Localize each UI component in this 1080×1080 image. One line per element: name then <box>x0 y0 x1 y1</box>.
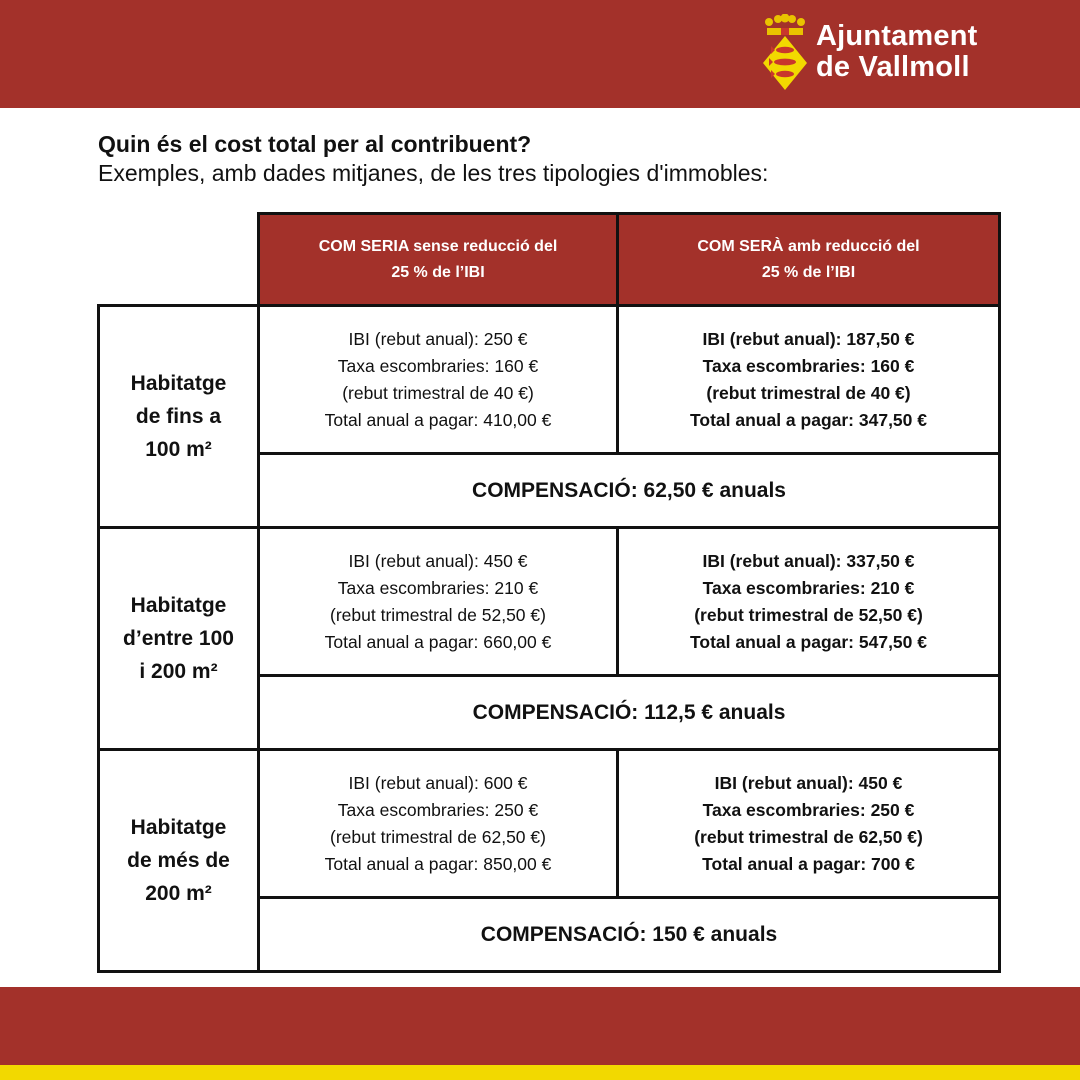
row-label-up-to-100 <box>97 304 260 529</box>
cost-line: (rebut trimestral de 40 €) <box>342 382 534 403</box>
row-label-line: Habitatge <box>130 372 227 395</box>
row-label-line: 100 m² <box>145 438 212 461</box>
row-label-line: d’entre 100 <box>123 627 234 650</box>
cost-line: IBI (rebut anual): 450 € <box>348 550 528 571</box>
cost-with-reduction <box>616 526 1001 677</box>
page-subtitle: Exemples, amb dades mitjanes, de les tres tipologies d'immobles: <box>98 160 769 186</box>
cost-line: (rebut trimestral de 62,50 €) <box>330 826 546 847</box>
row-label-line: de fins a <box>135 405 222 428</box>
cost-line: Taxa escombraries: 160 € <box>337 355 539 376</box>
column-header-with <box>616 212 1001 307</box>
row-label-line: i 200 m² <box>139 660 218 683</box>
header-line: 25 % de l’IBI <box>391 263 485 281</box>
page-heading <box>98 130 998 188</box>
top-banner <box>0 0 1080 108</box>
cost-line: Total anual a pagar: 410,00 € <box>324 409 552 430</box>
row-label-over-200 <box>97 748 260 973</box>
compensation-row: COMPENSACIÓ: 112,5 € anuals <box>257 674 1001 751</box>
cost-with-reduction <box>616 748 1001 899</box>
header-line: 25 % de l’IBI <box>761 263 856 281</box>
header-line: COM SERIA sense reducció del <box>318 237 558 255</box>
row-label-line: de més de <box>127 849 230 872</box>
header-line: COM SERÀ amb reducció del <box>697 237 920 255</box>
footer-stripe <box>0 1065 1080 1080</box>
row-label-line: 200 m² <box>145 882 212 905</box>
footer-banner <box>0 987 1080 1065</box>
cost-line: Total anual a pagar: 347,50 € <box>690 409 927 430</box>
cost-line: IBI (rebut anual): 337,50 € <box>702 550 915 571</box>
compensation-row: COMPENSACIÓ: 62,50 € anuals <box>257 452 1001 529</box>
cost-line: (rebut trimestral de 62,50 €) <box>694 826 923 847</box>
cost-line: Total anual a pagar: 547,50 € <box>690 631 927 652</box>
cost-line: IBI (rebut anual): 187,50 € <box>702 328 915 349</box>
cost-line: Total anual a pagar: 700 € <box>702 853 915 874</box>
cost-line: IBI (rebut anual): 450 € <box>714 772 903 793</box>
municipal-crest-icon <box>762 14 808 90</box>
cost-line: IBI (rebut anual): 600 € <box>348 772 528 793</box>
cost-line: (rebut trimestral de 52,50 €) <box>694 604 923 625</box>
cost-line: Taxa escombraries: 160 € <box>702 355 915 376</box>
cost-with-reduction <box>616 304 1001 455</box>
cost-line: IBI (rebut anual): 250 € <box>348 328 528 349</box>
page-title: Quin és el cost total per al contribuent? <box>98 131 532 157</box>
brand-name-line2: de Vallmoll <box>816 51 970 83</box>
cost-line: Taxa escombraries: 210 € <box>337 577 539 598</box>
brand-logo <box>762 12 978 92</box>
row-label-line: Habitatge <box>130 594 227 617</box>
brand-name <box>816 21 978 83</box>
cost-line: Total anual a pagar: 660,00 € <box>324 631 552 652</box>
cost-line: Taxa escombraries: 210 € <box>702 577 915 598</box>
compensation-row: COMPENSACIÓ: 150 € anuals <box>257 896 1001 973</box>
row-label-line: Habitatge <box>130 816 227 839</box>
row-label-100-to-200 <box>97 526 260 751</box>
cost-line: Taxa escombraries: 250 € <box>337 799 539 820</box>
cost-line: (rebut trimestral de 52,50 €) <box>330 604 546 625</box>
cost-line: Total anual a pagar: 850,00 € <box>324 853 552 874</box>
cost-line: (rebut trimestral de 40 €) <box>706 382 911 403</box>
column-header-without <box>257 212 619 307</box>
cost-without-reduction <box>257 526 619 677</box>
brand-name-line1: Ajuntament <box>816 20 978 52</box>
cost-line: Taxa escombraries: 250 € <box>702 799 915 820</box>
cost-without-reduction <box>257 748 619 899</box>
cost-without-reduction <box>257 304 619 455</box>
